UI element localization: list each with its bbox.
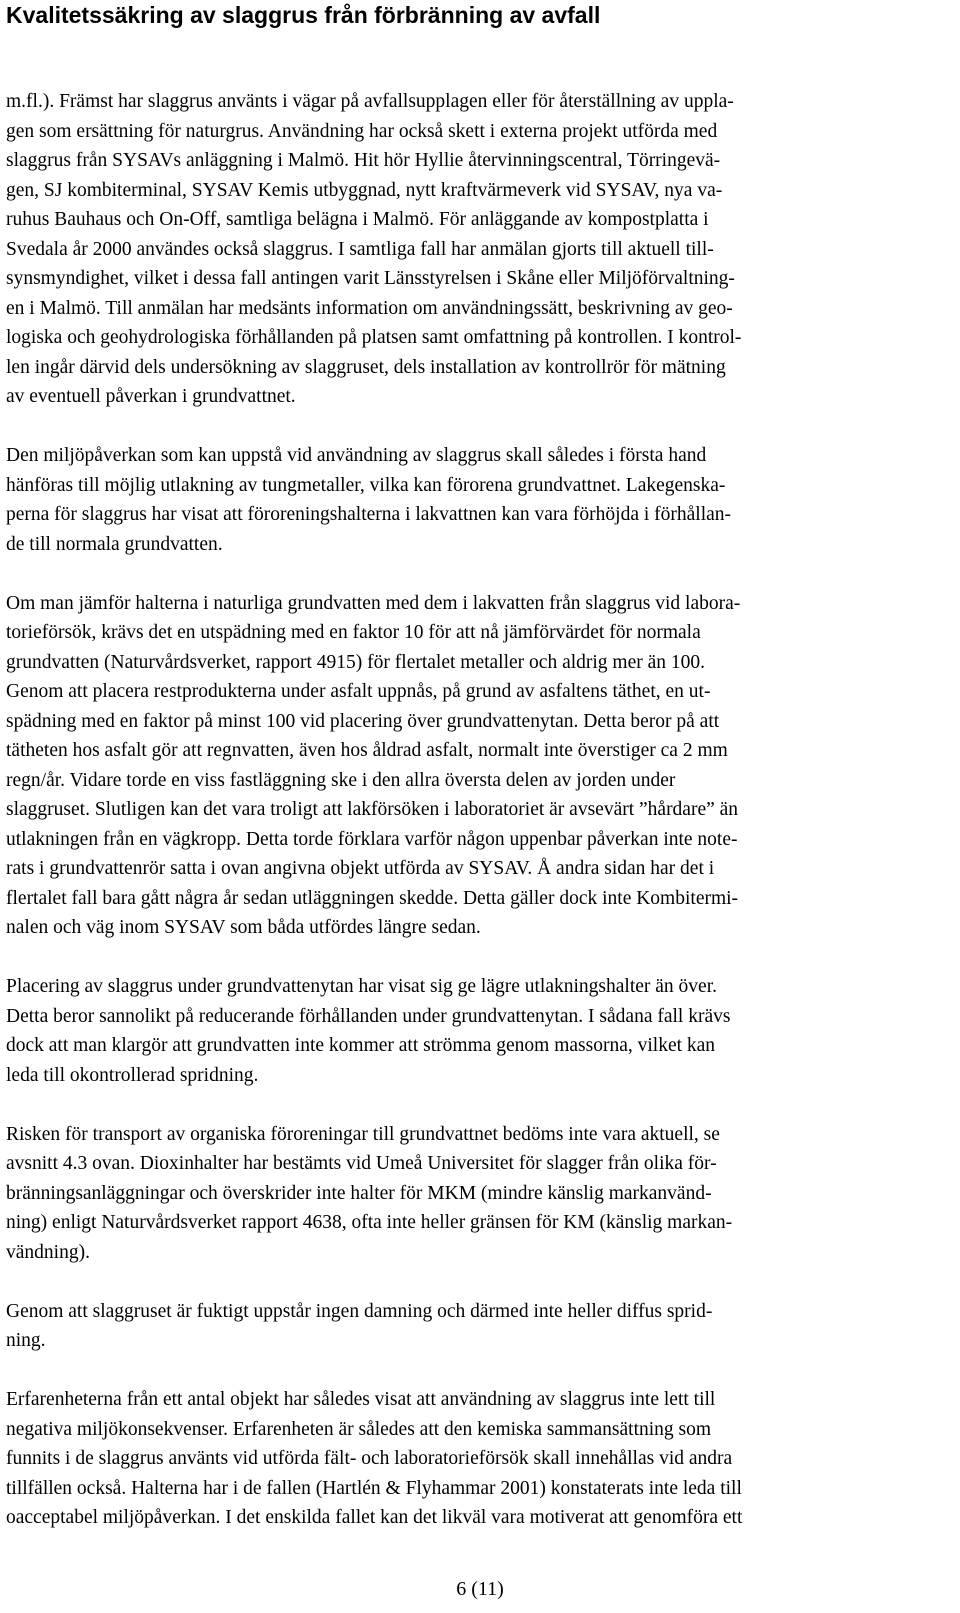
paragraph <box>6 441 954 559</box>
text-line: rats i grundvattenrör satta i ovan angivna objekt utförda av SYSAV. Å andra sidan har det i <box>6 858 715 879</box>
text-line: de till normala grundvatten. <box>6 533 223 555</box>
text-line: slaggruset. Slutligen kan det vara troligt att lakförsöken i laboratoriet är avsevärt ”hårdare” än <box>6 799 739 820</box>
text-line: en i Malmö. Till anmälan har medsänts information om användningssätt, beskrivning av geo- <box>6 297 733 319</box>
text-line: spädning med en faktor på minst 100 vid placering över grundvattenytan. Detta beror på att <box>6 710 720 732</box>
text-line: logiska och geohydrologiska förhållanden på platsen samt omfattning på kontrollen. I kontrol- <box>6 327 742 348</box>
text-line: leda till okontrollerad spridning. <box>6 1064 259 1086</box>
text-line: utlakningen från en vägkropp. Detta torde förklara varför någon uppenbar påverkan inte note- <box>6 828 738 850</box>
text-line: synsmyndighet, vilket i dessa fall antingen varit Länsstyrelsen i Skåne eller Miljöförvaltning- <box>6 268 735 289</box>
text-line: Svedala år 2000 användes också slaggrus. I samtliga fall har anmälan gjorts till aktuell till- <box>6 238 714 260</box>
text-line: Erfarenheterna från ett antal objekt har således visat att användning av slaggrus inte lett till <box>6 1389 716 1410</box>
text-line: m.fl.). Främst har slaggrus använts i vägar på avfallsupplagen eller för återställning av uppla- <box>6 91 734 112</box>
text-line: avsnitt 4.3 ovan. Dioxinhalter har bestämts vid Umeå Universitet för slagger från olika för- <box>6 1153 717 1174</box>
text-line: oacceptabel miljöpåverkan. I det enskilda fallet kan det likväl vara motiverat att genomföra ett <box>6 1507 743 1528</box>
text-line: gen, SJ kombiterminal, SYSAV Kemis utbyggnad, nytt kraftvärmeverk vid SYSAV, nya va- <box>6 179 723 201</box>
text-line: vändning). <box>6 1241 90 1263</box>
text-line: grundvatten (Naturvårdsverket, rapport 4915) för flertalet metaller och aldrig mer än 100. <box>6 651 706 673</box>
text-line: Genom att placera restprodukterna under asfalt uppnås, på grund av asfaltens täthet, en ut- <box>6 681 711 702</box>
text-line: tillfällen också. Halterna har i de fallen (Hartlén & Flyhammar 2001) konstaterats inte leda till <box>6 1477 742 1499</box>
text-line: flertalet fall bara gått några år sedan utläggningen skedde. Detta gäller dock inte Kombitermi- <box>6 887 739 909</box>
paragraph <box>6 1120 954 1268</box>
paragraph <box>6 87 954 412</box>
text-line: perna för slaggrus har visat att föroreningshalterna i lakvattnen kan vara förhöjda i förhållan- <box>6 504 732 525</box>
text-line: av eventuell påverkan i grundvattnet. <box>6 386 296 407</box>
text-line: ning. <box>6 1330 46 1351</box>
paragraph <box>6 1297 954 1356</box>
text-line: Den miljöpåverkan som kan uppstå vid användning av slaggrus skall således i första hand <box>6 445 707 466</box>
text-line: slaggrus från SYSAVs anläggning i Malmö. Hit hör Hyllie återvinningscentral, Törringevä- <box>6 150 721 171</box>
document-body <box>6 87 954 1562</box>
text-line: negativa miljökonsekvenser. Erfarenheten är således att den kemiska sammansättning som <box>6 1418 712 1440</box>
text-line: dock att man klargör att grundvatten inte kommer att strömma genom massorna, vilket kan <box>6 1035 716 1056</box>
text-line: torieförsök, krävs det en utspädning med en faktor 10 för att nå jämförvärdet för normala <box>6 622 701 643</box>
paragraph <box>6 1385 954 1533</box>
paragraph <box>6 589 954 943</box>
text-line: ruhus Bauhaus och On-Off, samtliga belägna i Malmö. För anläggande av kompostplatta i <box>6 209 709 230</box>
text-line: Placering av slaggrus under grundvattenytan har visat sig ge lägre utlakningshalter än över. <box>6 976 717 997</box>
text-line: Risken för transport av organiska föroreningar till grundvattnet bedöms inte vara aktuell, se <box>6 1123 720 1145</box>
text-line: Genom att slaggruset är fuktigt uppstår ingen damning och därmed inte heller diffus sprid- <box>6 1300 713 1322</box>
text-line: gen som ersättning för naturgrus. Användning har också skett i externa projekt utförda med <box>6 120 718 142</box>
paragraph <box>6 972 954 1090</box>
text-line: Om man jämför halterna i naturliga grundvatten med dem i lakvatten från slaggrus vid labora- <box>6 592 741 614</box>
text-line: ning) enligt Naturvårdsverket rapport 4638, ofta inte heller gränsen för KM (känslig markan- <box>6 1212 733 1233</box>
text-line: funnits i de slaggrus använts vid utförda fält- och laboratorieförsök skall innehållas vid andra <box>6 1448 733 1469</box>
text-line: nalen och väg inom SYSAV som båda utfördes längre sedan. <box>6 917 481 938</box>
text-line: bränningsanläggningar och överskrider inte halter för MKM (mindre känslig markanvänd- <box>6 1182 712 1204</box>
running-header-title: Kvalitetssäkring av slaggrus från förbränning av avfall <box>6 2 601 28</box>
text-line: regn/år. Vidare torde en viss fastläggning ske i den allra översta delen av jorden under <box>6 769 676 791</box>
text-line: hänföras till möjlig utlakning av tungmetaller, vilka kan förorena grundvattnet. Lakegenska- <box>6 474 726 496</box>
page-number: 6 (11) <box>456 1578 504 1600</box>
text-line: len ingår därvid dels undersökning av slaggruset, dels installation av kontrollrör för mätning <box>6 356 726 378</box>
text-line: Detta beror sannolikt på reducerande förhållanden under grundvattenytan. I sådana fall krävs <box>6 1005 731 1027</box>
text-line: tätheten hos asfalt gör att regnvatten, även hos åldrad asfalt, normalt inte överstiger ca 2 mm <box>6 740 728 761</box>
